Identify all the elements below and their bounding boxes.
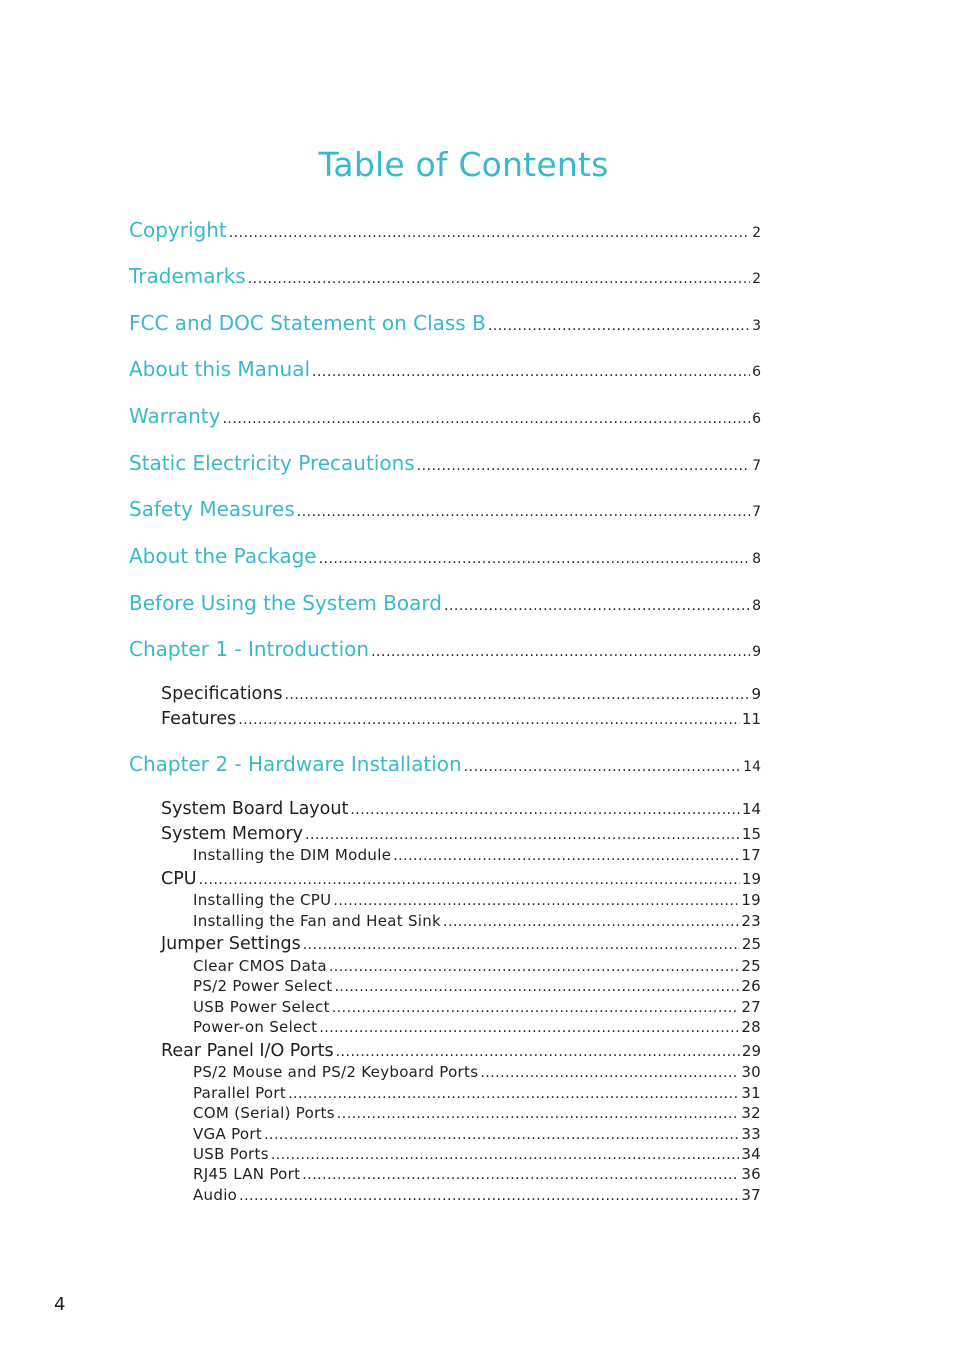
toc-entry-label: System Board Layout (161, 799, 349, 819)
dot-leader (239, 1188, 739, 1204)
toc-entry-page: 7 (752, 458, 761, 474)
toc-entry-label: Installing the CPU (193, 891, 332, 909)
toc-entry-page: 15 (741, 825, 761, 843)
toc-entry-page: 6 (752, 364, 761, 380)
toc-entry-page: 29 (741, 1042, 761, 1060)
toc-entry-page: 19 (741, 870, 761, 888)
toc-entry-rear-panel-io[interactable] (161, 1041, 761, 1063)
toc-entry-page: 2 (752, 225, 761, 241)
toc-entry-about-manual[interactable] (129, 357, 761, 383)
dot-leader (288, 1086, 739, 1102)
dot-leader (222, 411, 750, 427)
dot-leader (333, 893, 739, 909)
toc-entry-page: 27 (741, 998, 761, 1016)
dot-leader (297, 504, 750, 520)
toc-entry-warranty[interactable] (129, 404, 761, 430)
toc-entry-chapter-2[interactable] (129, 752, 761, 778)
toc-entry-page: 37 (741, 1186, 761, 1204)
toc-entry-label: Chapter 2 - Hardware Installation (129, 752, 462, 776)
toc-entry-page: 6 (752, 411, 761, 427)
page-number: 4 (54, 1294, 66, 1315)
toc-entry-page: 8 (752, 598, 761, 614)
dot-leader (464, 759, 742, 775)
dot-leader (444, 598, 750, 614)
toc-entry-system-board-layout[interactable] (161, 799, 761, 821)
toc-entry-page: 9 (751, 685, 761, 703)
toc-entry-page: 3 (752, 318, 761, 334)
toc-entry-page: 14 (741, 800, 761, 818)
dot-leader (264, 1127, 739, 1143)
toc-entry-installing-fan[interactable] (193, 912, 761, 932)
toc-entry-page: 19 (741, 891, 761, 909)
toc-entry-label: Audio (193, 1186, 238, 1204)
toc-entry-com-ports[interactable] (193, 1104, 761, 1124)
toc-entry-page: 9 (752, 644, 761, 660)
toc-entry-label: Before Using the System Board (129, 591, 442, 615)
toc-entry-label: USB Power Select (193, 998, 330, 1016)
toc-entry-label: Copyright (129, 218, 227, 242)
toc-entry-label: USB Ports (193, 1145, 269, 1163)
toc-entry-installing-cpu[interactable] (193, 891, 761, 911)
toc-entry-static-electricity[interactable] (129, 451, 761, 477)
toc-entry-page: 33 (741, 1125, 761, 1143)
toc-entry-fcc-statement[interactable] (129, 311, 761, 337)
toc-entry-label: Installing the DIM Module (193, 846, 392, 864)
toc-entry-about-package[interactable] (129, 544, 761, 570)
dot-leader (332, 1000, 740, 1016)
toc-entry-label: Parallel Port (193, 1084, 287, 1102)
toc-entry-page: 23 (741, 912, 761, 930)
toc-entry-page: 8 (752, 551, 761, 567)
dot-leader (238, 712, 740, 728)
toc-entry-page: 11 (741, 710, 761, 728)
toc-entry-parallel-port[interactable] (193, 1084, 761, 1104)
toc-entry-page: 14 (743, 759, 761, 775)
dot-leader (305, 827, 740, 843)
toc-entry-label: COM (Serial) Ports (193, 1104, 335, 1122)
toc-entry-page: 31 (741, 1084, 761, 1102)
toc-entry-audio[interactable] (193, 1186, 761, 1206)
toc-entry-page: 34 (741, 1145, 761, 1163)
toc-entry-label: System Memory (161, 824, 303, 844)
dot-leader (284, 687, 749, 703)
dot-leader (312, 364, 750, 380)
toc-entry-page: 7 (752, 504, 761, 520)
toc-entry-cpu[interactable] (161, 869, 761, 891)
toc-entry-label: Safety Measures (129, 497, 295, 521)
toc-entry-label: Chapter 1 - Introduction (129, 637, 370, 661)
toc-entry-features[interactable] (161, 709, 761, 731)
dot-leader (350, 802, 740, 818)
toc-entry-ps2-power-select[interactable] (193, 977, 761, 997)
toc-entry-installing-dim[interactable] (193, 846, 761, 866)
dot-leader (334, 979, 739, 995)
dot-leader (319, 1020, 739, 1036)
toc-entry-page: 17 (741, 846, 761, 864)
toc-entry-power-on-select[interactable] (193, 1018, 761, 1038)
toc-entry-trademarks[interactable] (129, 264, 761, 290)
toc-entry-label: Trademarks (129, 264, 246, 288)
toc-entry-label: Specifications (161, 684, 283, 704)
toc-entry-clear-cmos[interactable] (193, 957, 761, 977)
toc-entry-rj45-lan-port[interactable] (193, 1165, 761, 1185)
toc-entry-vga-port[interactable] (193, 1125, 761, 1145)
toc-entry-page: 26 (741, 977, 761, 995)
dot-leader (248, 271, 750, 287)
toc-entry-page: 32 (741, 1104, 761, 1122)
toc-entry-label: PS/2 Power Select (193, 977, 333, 995)
toc-entry-label: About this Manual (129, 357, 311, 381)
toc-entry-jumper-settings[interactable] (161, 934, 761, 956)
dot-leader (480, 1065, 739, 1081)
toc-entry-copyright[interactable] (129, 218, 761, 244)
toc-entry-label: Power-on Select (193, 1018, 318, 1036)
toc-entry-safety-measures[interactable] (129, 497, 761, 523)
page-title: Table of Contents (318, 145, 609, 184)
toc-entry-page: 25 (741, 935, 761, 953)
toc-entry-label: About the Package (129, 544, 317, 568)
toc-entry-page: 28 (741, 1018, 761, 1036)
toc-entry-usb-power-select[interactable] (193, 998, 761, 1018)
toc-entry-page: 25 (741, 957, 761, 975)
dot-leader (393, 848, 739, 864)
toc-entry-label: Warranty (129, 404, 221, 428)
dot-leader (303, 937, 740, 953)
toc-entry-label: Static Electricity Precautions (129, 451, 415, 475)
toc-entry-usb-ports[interactable] (193, 1145, 761, 1165)
toc-entry-page: 30 (741, 1063, 761, 1081)
toc-entry-label: Clear CMOS Data (193, 957, 327, 975)
toc-entry-label: Features (161, 709, 237, 729)
toc-entry-label: VGA Port (193, 1125, 263, 1143)
toc-entry-label: Installing the Fan and Heat Sink (193, 912, 442, 930)
dot-leader (488, 318, 750, 334)
toc-entry-page: 2 (752, 271, 761, 287)
toc-entry-ps2-ports[interactable] (193, 1063, 761, 1083)
dot-leader (336, 1044, 740, 1060)
dot-leader (371, 644, 750, 660)
dot-leader (443, 914, 739, 930)
dot-leader (319, 551, 751, 567)
dot-leader (199, 872, 740, 888)
toc-entry-before-using[interactable] (129, 591, 761, 617)
toc-entry-specifications[interactable] (161, 684, 761, 706)
toc-entry-chapter-1[interactable] (129, 637, 761, 663)
toc-entry-label: PS/2 Mouse and PS/2 Keyboard Ports (193, 1063, 479, 1081)
dot-leader (337, 1106, 739, 1122)
toc-entry-system-memory[interactable] (161, 824, 761, 846)
toc-entry-label: Rear Panel I/O Ports (161, 1041, 334, 1061)
toc-entry-label: FCC and DOC Statement on Class B (129, 311, 486, 335)
toc-entry-page: 36 (741, 1165, 761, 1183)
dot-leader (302, 1167, 739, 1183)
dot-leader (271, 1147, 740, 1163)
dot-leader (229, 225, 750, 241)
toc-entry-label: Jumper Settings (161, 934, 301, 954)
toc-entry-label: CPU (161, 869, 197, 889)
dot-leader (417, 458, 750, 474)
toc-entry-label: RJ45 LAN Port (193, 1165, 301, 1183)
dot-leader (329, 959, 739, 975)
